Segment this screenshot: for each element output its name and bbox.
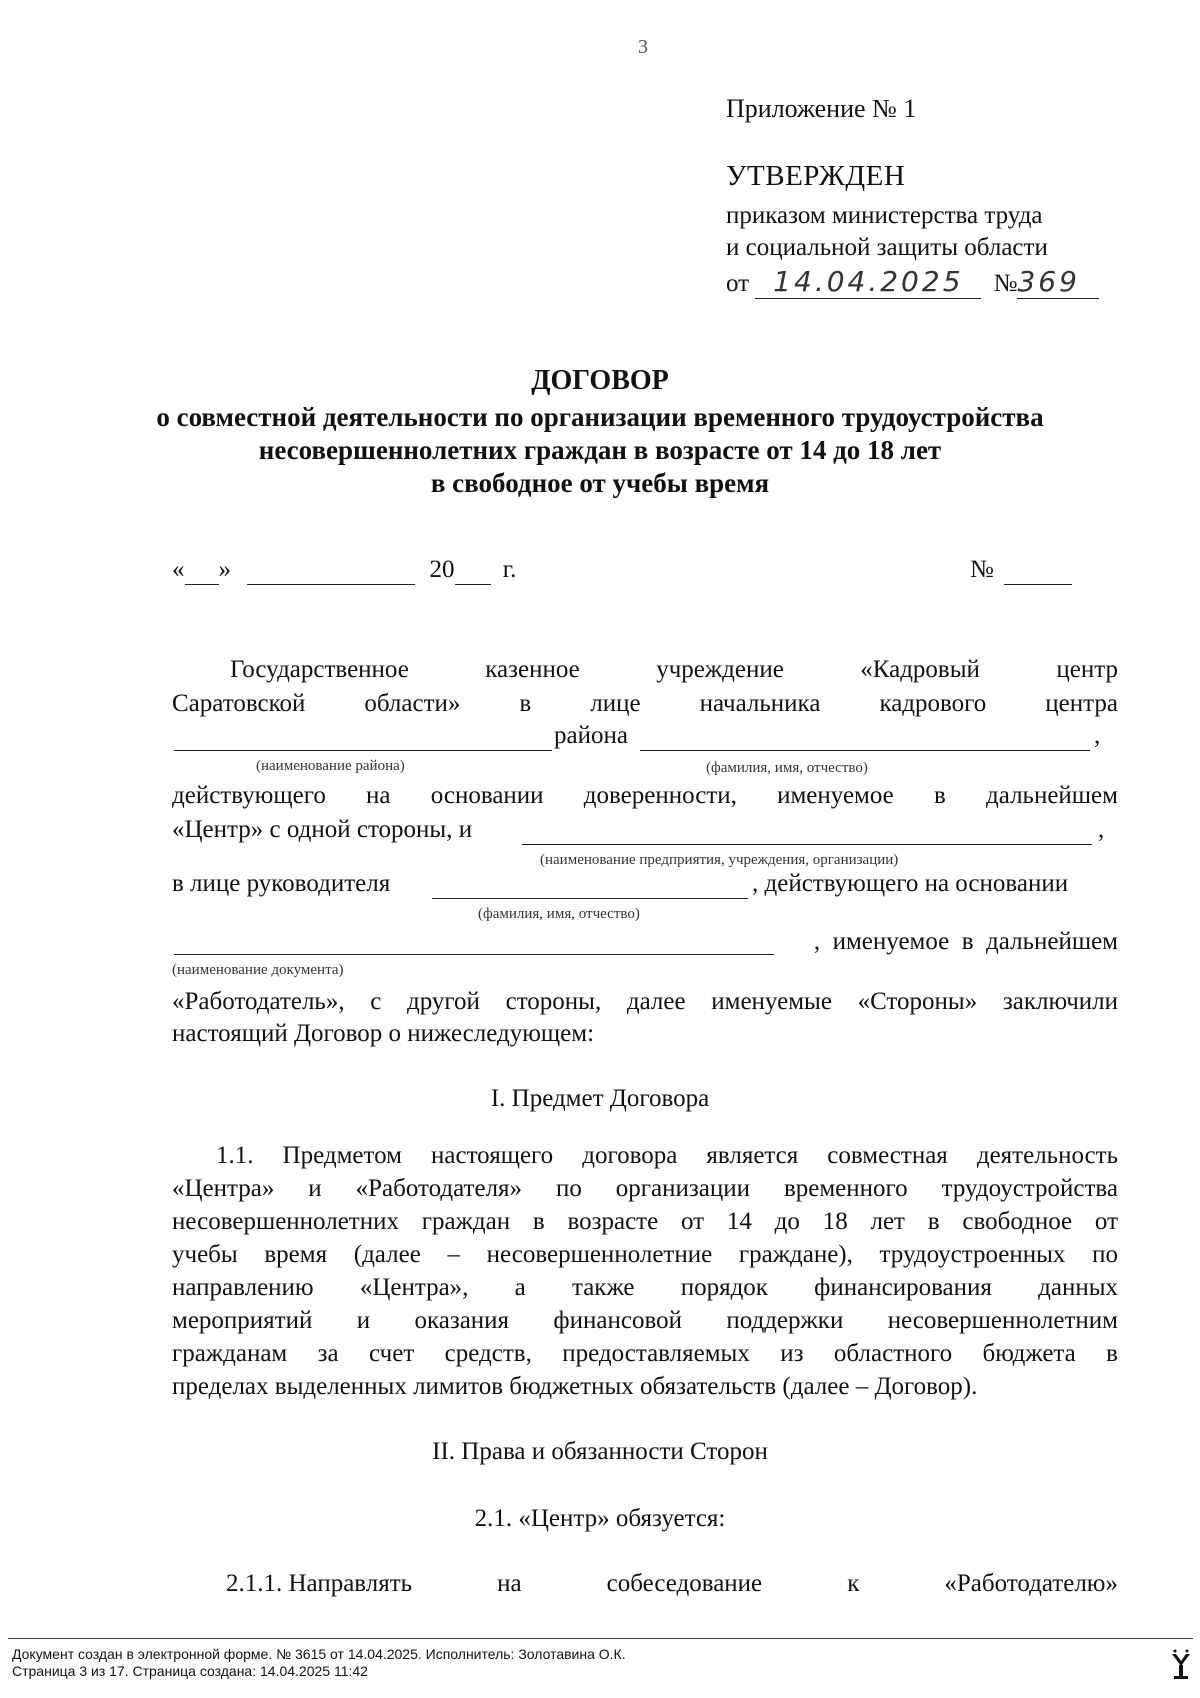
section-1-line-7: гражданам за счет средств, предоставляемых из областного бюджета в (172, 1340, 1118, 1367)
preamble-line-2: Саратовской области» в лице начальника кадрового центра (172, 690, 1118, 717)
document-title: ДОГОВОР (531, 365, 669, 396)
caption-document: (наименование документа) (172, 962, 344, 978)
appendix-label: Приложение № 1 (726, 94, 917, 123)
section-2-1-1-line: 2.1.1. Направлять на собеседование к «Работодателю» (226, 1570, 1118, 1597)
title-line-1: о совместной деятельности по организации временного трудоустройства (156, 402, 1044, 432)
preamble-line-9: настоящий Договор о нижеследующем: (172, 1020, 595, 1047)
footer-divider (8, 1638, 1193, 1639)
title-line-2: несовершеннолетних граждан в возрасте от 14 до 18 лет (258, 435, 942, 465)
footer-line-2: Страница 3 из 17. Страница создана: 14.04.2025 11:42 (12, 1663, 368, 1679)
section-1-line-4: учебы время (далее – несовершеннолетние граждане), трудоустроенных по (172, 1241, 1118, 1268)
district-blank (174, 750, 552, 751)
number-prefix: № (993, 270, 1018, 297)
district-word: района (554, 722, 628, 749)
director-name-blank (640, 750, 1090, 751)
caption-director-name: (фамилия, имя, отчество) (706, 760, 868, 776)
preamble-line-8: «Работодатель», с другой стороны, далее именуемые «Стороны» заключили (172, 988, 1118, 1015)
caption-organization: (наименование предприятия, учреждения, организации) (540, 852, 899, 868)
preamble-line-6: в лице руководителя (172, 870, 391, 897)
caption-district: (наименование района) (256, 758, 405, 774)
approval-date: 14.04.2025 (755, 266, 981, 299)
section-1-line-8: пределах выделенных лимитов бюджетных обязательств (далее – Договор). (172, 1373, 978, 1400)
footer-line-1: Документ создан в электронной форме. № 3615 от 14.04.2025. Исполнитель: Золотавина О.К. (12, 1646, 626, 1662)
approval-number: 369 (1017, 266, 1099, 299)
approved-line-2: и социальной защиты области (726, 234, 1048, 261)
preamble-line-5: «Центр» с одной стороны, и (172, 816, 473, 843)
approval-date-line (726, 266, 1099, 300)
from-prefix: от (726, 270, 750, 297)
emblem-icon (1170, 1648, 1192, 1685)
contract-date-line: « » 20 г. (172, 556, 517, 583)
preamble-line-4: действующего на основании доверенности, именуемое в дальнейшем (172, 782, 1118, 809)
organization-blank (522, 844, 1092, 845)
approved-line-1: приказом министерства труда (726, 202, 1043, 229)
section-1-line-3: несовершеннолетних граждан в возрасте от 14 до 18 лет в свободное от (172, 1208, 1118, 1235)
section-2-1-heading: 2.1. «Центр» обязуется: (474, 1505, 726, 1532)
caption-head-name: (фамилия, имя, отчество) (478, 906, 640, 922)
page-number: 3 (638, 36, 648, 58)
approved-label: УТВЕРЖДЕН (726, 160, 906, 192)
preamble-line-1: Государственное казенное учреждение «Кадровый центр (230, 656, 1118, 683)
section-1-heading: I. Предмет Договора (490, 1085, 710, 1112)
section-1-line-6: мероприятий и оказания финансовой поддержки несовершеннолетним (172, 1307, 1118, 1334)
section-1-line-2: «Центра» и «Работодателя» по организации временного трудоустройства (172, 1175, 1118, 1202)
head-name-blank (432, 898, 748, 899)
contract-number-line: № (970, 556, 1072, 585)
title-line-3: в свободное от учебы время (430, 468, 770, 498)
document-name-blank (174, 954, 774, 955)
section-2-heading: II. Права и обязанности Сторон (432, 1438, 768, 1465)
section-1-line-5: направлению «Центра», а также порядок финансирования данных (172, 1274, 1118, 1301)
section-1-line-1: 1.1. Предметом настоящего договора является совместная деятельность (216, 1142, 1118, 1169)
